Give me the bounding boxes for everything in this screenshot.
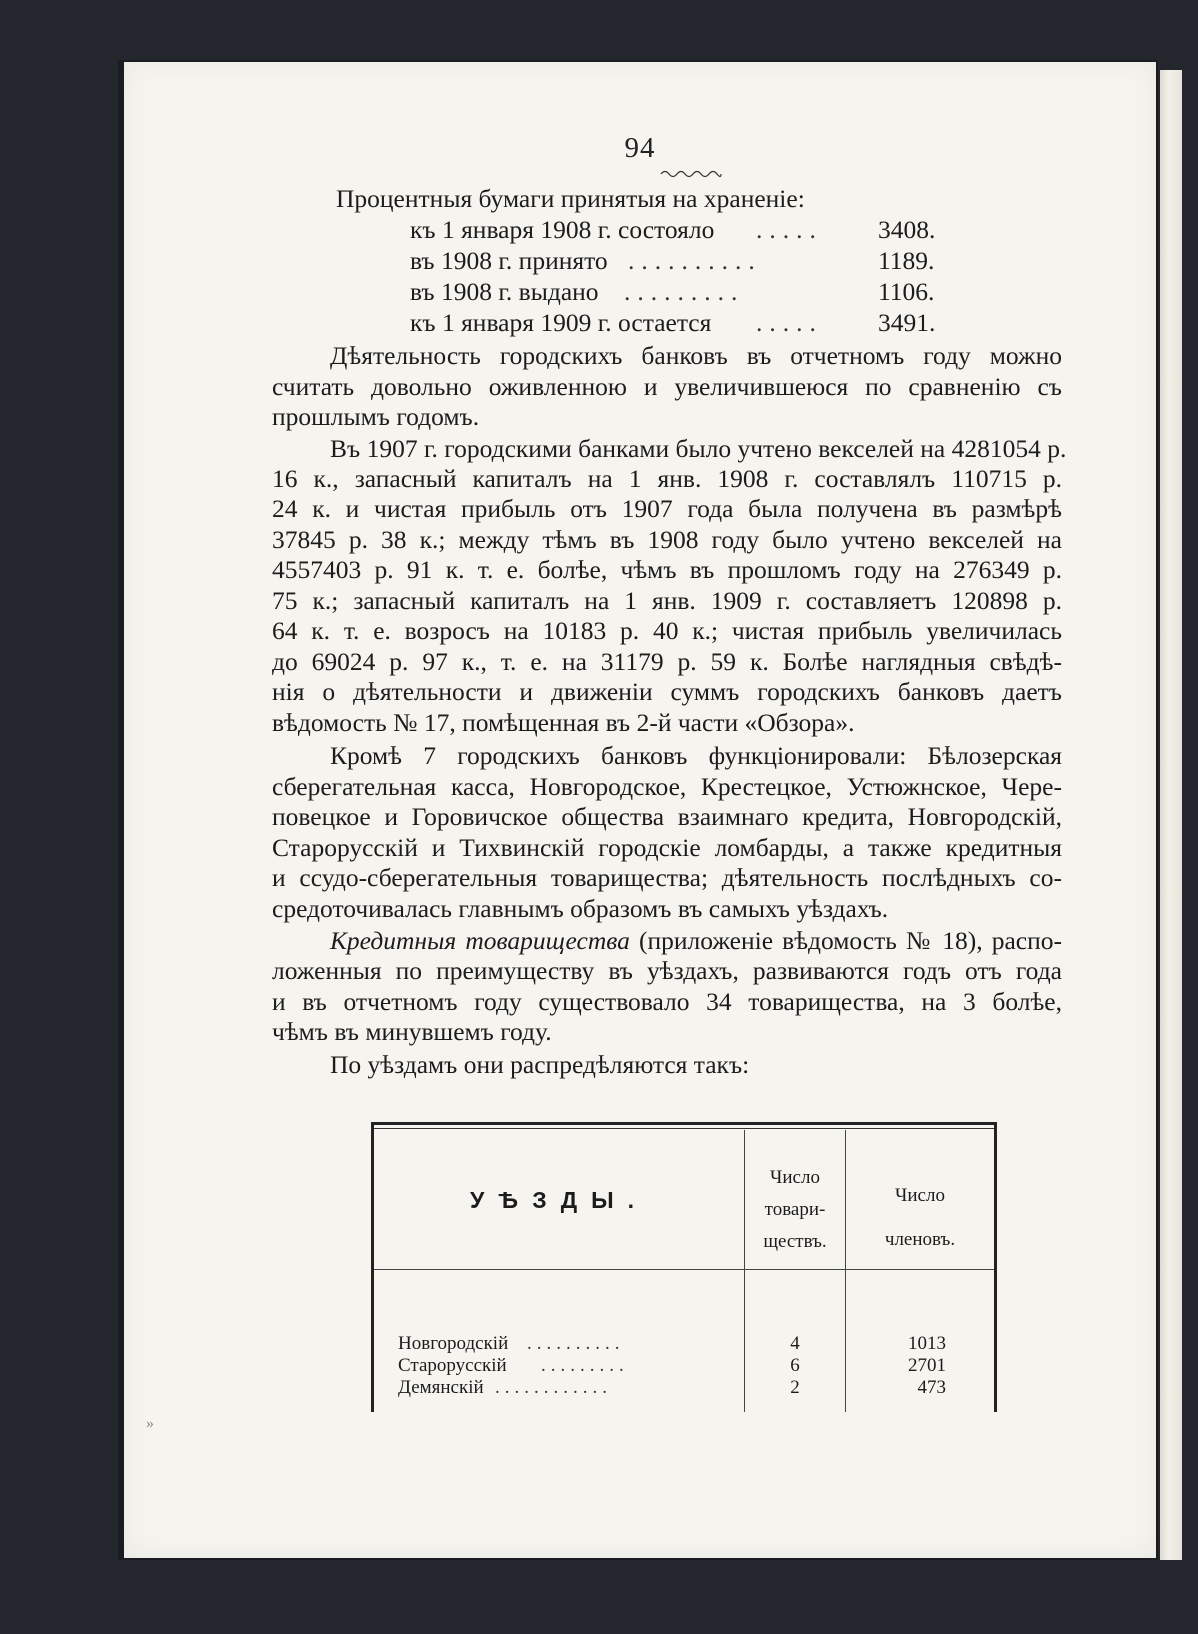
- table-header-rule: [374, 1269, 994, 1270]
- partnership-count: 4: [790, 1333, 800, 1354]
- district-name: Старорусскій: [398, 1355, 507, 1376]
- securities-heading: Процентныя бумаги принятыя на храненіе:: [336, 184, 805, 213]
- districts-table: [371, 1122, 997, 1412]
- table-left-border: [371, 1122, 374, 1412]
- row-label: къ 1 января 1908 г. состояло: [410, 215, 715, 244]
- page-number: 94: [624, 132, 656, 164]
- paragraph-line: считать довольно оживленною и увеличившеюся по сравненію съ: [272, 372, 1062, 401]
- district-name: Демянскій: [398, 1377, 484, 1398]
- leader-dots: .........: [541, 1355, 629, 1376]
- leader-dots: ..........: [527, 1333, 625, 1354]
- paragraph-line: [330, 926, 1062, 956]
- paragraph-line: Старорусскій и Тихвинскій городскіе ломбарды, а также кредитныя: [272, 833, 1062, 862]
- italic-term: Кредитныя товарищества: [330, 926, 630, 955]
- paragraph-line: и ссудо-сберегательныя товарищества; дѣятельность послѣдныхъ со-: [272, 863, 1062, 892]
- header-line: Число: [770, 1167, 820, 1188]
- paragraph-line: 75 к.; запасный капиталъ на 1 янв. 1909 г. составляетъ 120898 р.: [272, 586, 1062, 615]
- paragraph-line: до 69024 р. 97 к., т. е. на 31179 р. 59 к. Болѣе наглядныя свѣдѣ-: [272, 647, 1062, 676]
- paragraph-line: 16 к., запасный капиталъ на 1 янв. 1908 г. составлялъ 110715 р.: [272, 464, 1062, 493]
- page-number-ornament: [659, 168, 723, 178]
- row-value: 1106.: [878, 277, 935, 306]
- column-header-partnerships: [745, 1162, 845, 1258]
- paragraph-line: Дѣятельность городскихъ банковъ въ отчетномъ году можно: [330, 341, 1062, 370]
- member-count: 1013: [908, 1333, 946, 1354]
- page-mark: »: [146, 1415, 154, 1432]
- member-count: 2701: [908, 1355, 946, 1376]
- column-header-districts: УѢЗДЫ.: [470, 1187, 648, 1213]
- partnership-count: 2: [790, 1377, 800, 1398]
- header-line: членовъ.: [884, 1229, 956, 1250]
- district-name: Новгородскій: [398, 1333, 509, 1354]
- row-value: 3408.: [878, 215, 936, 244]
- leader-dots: .....: [756, 308, 823, 337]
- paragraph-line: нія о дѣятельности и движеніи суммъ городскихъ банковъ даетъ: [272, 677, 1062, 706]
- paragraph-line: прошлымъ годомъ.: [272, 402, 480, 431]
- partnership-count: 6: [790, 1355, 800, 1376]
- leader-dots: ..........: [628, 246, 762, 275]
- header-line: товари-: [764, 1199, 826, 1220]
- leader-dots: ............: [495, 1377, 612, 1398]
- paragraph-line: Въ 1907 г. городскими банками было учтено векселей на 4281054 р.: [330, 434, 1067, 463]
- paragraph-line: 64 к. т. е. возросъ на 10183 р. 40 к.; чистая прибыль увеличилась: [272, 616, 1062, 645]
- row-label: въ 1908 г. принято: [410, 246, 608, 275]
- paragraph-line: и въ отчетномъ году существовало 34 товарищества, на 3 болѣе,: [272, 987, 1062, 1016]
- facing-page-edge: [1160, 70, 1182, 1560]
- paragraph-line: средоточивалась главнымъ образомъ въ самыхъ уѣздахъ.: [272, 894, 889, 923]
- row-label: къ 1 января 1909 г. остается: [410, 308, 712, 337]
- leader-dots: .....: [756, 215, 823, 244]
- table-top-rule-thin: [371, 1128, 997, 1129]
- row-value: 3491.: [878, 308, 936, 337]
- paragraph-line: 4557403 р. 91 к. т. е. болѣе, чѣмъ въ прошломъ году на 276349 р.: [272, 555, 1062, 584]
- paragraph-line: 24 к. и чистая прибыль отъ 1907 года была получена въ размѣрѣ: [272, 494, 1062, 523]
- paragraph-line: Кромѣ 7 городскихъ банковъ функціонировали: Бѣлозерская: [330, 741, 1062, 770]
- row-label: въ 1908 г. выдано: [410, 277, 599, 306]
- leader-dots: .........: [624, 277, 745, 306]
- member-count: 473: [917, 1377, 946, 1398]
- paragraph-line: 37845 р. 38 к.; между тѣмъ въ 1908 году было учтено векселей на: [272, 525, 1062, 554]
- table-top-rule: [371, 1122, 997, 1125]
- book-page: [124, 62, 1156, 1558]
- paragraph-line: повецкое и Горовичское общества взаимнаго кредита, Новгородскій,: [272, 802, 1062, 831]
- paragraph-line: вѣдомость № 17, помѣщенная въ 2-й части «Обзора».: [272, 708, 855, 737]
- paragraph-line: По уѣздамъ они распредѣляются такъ:: [330, 1050, 750, 1079]
- paragraph-text: (приложеніе вѣдомость № 18), распо-: [639, 926, 1062, 955]
- header-line: Число: [895, 1185, 945, 1206]
- header-line: ществъ.: [763, 1231, 827, 1252]
- table-right-border: [994, 1122, 997, 1412]
- paragraph-line: чѣмъ въ минувшемъ году.: [272, 1017, 552, 1046]
- paragraph-line: сберегательная касса, Новгородское, Крестецкое, Устюжнское, Чере-: [272, 772, 1062, 801]
- paragraph-line: ложенныя по преимуществу въ уѣздахъ, развиваются годъ отъ года: [272, 956, 1062, 985]
- row-value: 1189.: [878, 246, 935, 275]
- column-header-members: [846, 1174, 994, 1262]
